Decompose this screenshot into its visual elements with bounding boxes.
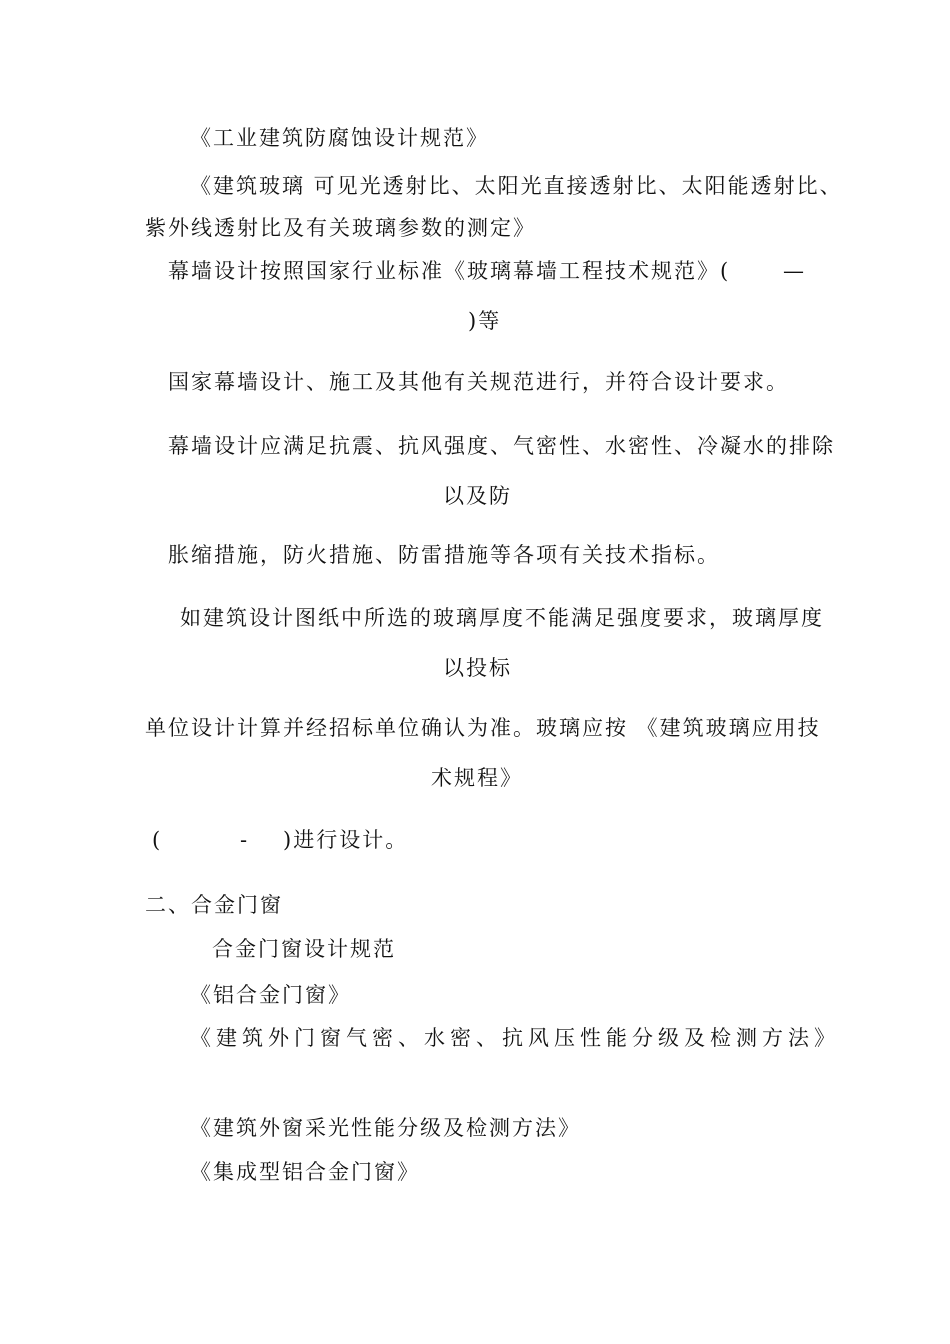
paragraph-curtain-wall-requirements: 幕墙设计应满足抗震、抗风强度、气密性、水密性、冷凝水的排除 <box>168 434 835 458</box>
standard-title-industrial-anticorrosion: 《工业建筑防腐蚀设计规范》 <box>190 126 489 150</box>
paragraph-curtain-wall-standard: 幕墙设计按照国家行业标准《玻璃幕墙工程技术规范》( <box>168 259 731 283</box>
paragraph-national-codes: 国家幕墙设计、施工及其他有关规范进行，并符合设计要求。 <box>168 370 789 394</box>
standard-integrated-aluminium-windows: 《集成型铝合金门窗》 <box>190 1160 420 1184</box>
standard-air-water-wind-pressure: 《建筑外门窗气密、水密、抗风压性能分级及检测方法》 <box>190 1026 840 1050</box>
paragraph-bidder-design-cont: 术规程》 <box>431 766 523 790</box>
paragraph-glass-thickness: 如建筑设计图纸中所选的玻璃厚度不能满足强度要求，玻璃厚度 <box>180 606 824 630</box>
paragraph-curtain-wall-requirements-cont: 以及防 <box>443 484 512 508</box>
paragraph-design-end: )进行设计。 <box>283 828 409 852</box>
standard-daylighting: 《建筑外窗采光性能分级及检测方法》 <box>190 1116 581 1140</box>
section-heading: 二、合金门窗 <box>145 893 283 917</box>
paragraph-bidder-design: 单位设计计算并经招标单位确认为准。玻璃应按 《建筑玻璃应用技 <box>145 716 821 740</box>
standard-title-glass-transmittance-line1: 《建筑玻璃 可见光透射比、太阳光直接透射比、太阳能透射比、 <box>190 174 843 198</box>
code-open-paren: ( <box>152 828 161 852</box>
paragraph-expansion-measures: 胀缩措施，防火措施、防雷措施等各项有关技术指标。 <box>168 543 720 567</box>
standard-aluminium-windows: 《铝合金门窗》 <box>190 983 351 1007</box>
code-dash: - <box>240 828 248 852</box>
standard-title-glass-transmittance-line2: 紫外线透射比及有关玻璃参数的测定》 <box>145 216 536 240</box>
sub-heading: 合金门窗设计规范 <box>212 937 396 961</box>
paragraph-glass-thickness-cont: 以投标 <box>443 656 512 680</box>
code-number-dash: — <box>783 259 804 283</box>
paragraph-curtain-wall-standard-end: )等 <box>468 309 502 333</box>
